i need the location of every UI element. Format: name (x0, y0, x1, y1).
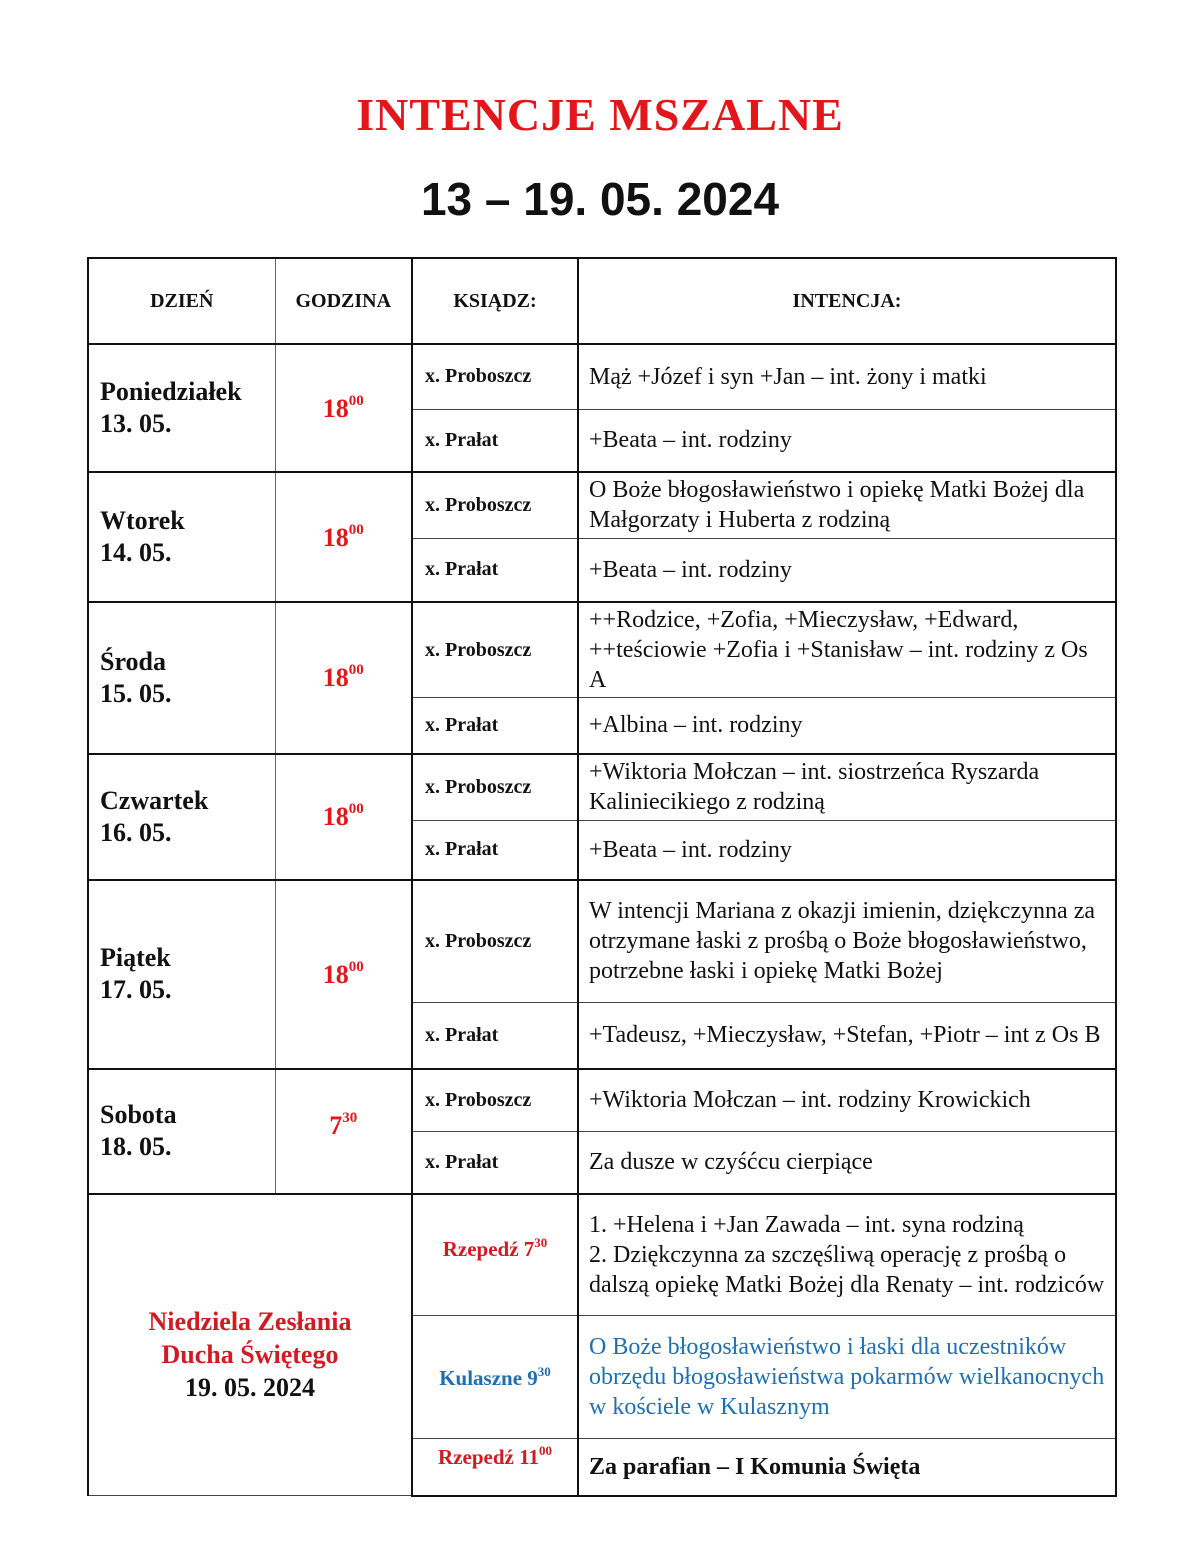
header-intention: INTENCJA: (578, 258, 1116, 344)
day-name: Piątek (100, 943, 171, 972)
header-priest: KSIĄDZ: (412, 258, 578, 344)
hour: 18 (322, 663, 349, 693)
mass-schedule-table (87, 257, 1117, 1497)
intention-cell (578, 1194, 1116, 1316)
header-hour: GODZINA (275, 258, 412, 344)
day-cell (88, 1069, 275, 1194)
day-name: Wtorek (100, 506, 185, 535)
day-name: Środa (100, 646, 166, 676)
mass-minutes: 30 (534, 1234, 548, 1250)
minutes: 00 (348, 662, 364, 679)
intention-cell: Za dusze w czyśćcu cierpiące (578, 1132, 1116, 1194)
table-row (88, 1194, 1116, 1316)
day-name: Czwartek (100, 785, 209, 815)
intention-cell: +Beata – int. rodziny (578, 538, 1116, 602)
table-row (88, 472, 1116, 538)
intention-cell: ++Rodzice, +Zofia, +Mieczysław, +Edward, ++teściowie +Zofia i +Stanisław – int. rodziny z Os A (578, 602, 1116, 698)
hour-cell (275, 472, 412, 602)
intention-line: 2. Dziękczynna za szczęśliwą operację z prośbą o dalszą opiekę Matki Bożej dla Renaty – int. rodziców (589, 1241, 1105, 1298)
sunday-cell (88, 1194, 412, 1496)
intention-cell: O Boże błogosławieństwo i łaski dla uczestników obrzędu błogosławieństwa pokarmów wielkanocnych w kościele w Kulasznym (578, 1316, 1116, 1439)
intention-cell: O Boże błogosławieństwo i opiekę Matki Bożej dla Małgorzaty i Huberta z rodziną (578, 472, 1116, 538)
hour: 18 (322, 959, 349, 989)
table-row (88, 880, 1116, 1003)
mass-place-cell (412, 1439, 578, 1496)
day-date: 13. 05. (100, 409, 172, 438)
header-day: DZIEŃ (88, 258, 275, 344)
table-row (88, 344, 1116, 409)
priest-cell: x. Proboszcz (412, 344, 578, 409)
hour: 18 (322, 802, 349, 831)
mass-minutes: 00 (538, 1443, 552, 1458)
day-date: 17. 05. (100, 975, 172, 1004)
mass-hour: 9 (527, 1365, 538, 1390)
intention-cell: W intencji Mariana z okazji imienin, dziękczynna za otrzymane łaski z prośbą o Boże błogosławieństwo, potrzebne łaski i opiekę Matki Bożej (578, 880, 1116, 1003)
sunday-name-line2: Ducha Świętego (161, 1339, 339, 1369)
priest-cell: x. Proboszcz (412, 754, 578, 821)
table-row (88, 754, 1116, 821)
hour-cell (275, 1069, 412, 1194)
minutes: 00 (348, 801, 364, 817)
minutes: 00 (348, 521, 364, 538)
mass-place: Rzepedź (442, 1236, 519, 1261)
intention-cell: Mąż +Józef i syn +Jan – int. żony i matki (578, 344, 1116, 409)
priest-cell: x. Proboszcz (412, 472, 578, 538)
day-date: 14. 05. (100, 538, 172, 567)
day-name: Poniedziałek (100, 377, 242, 406)
minutes: 00 (348, 958, 364, 975)
intention-cell: Za parafian – I Komunia Święta (578, 1439, 1116, 1496)
mass-hour: 7 (523, 1236, 535, 1261)
intention-cell: +Wiktoria Mołczan – int. rodziny Krowickich (578, 1069, 1116, 1132)
priest-cell: x. Proboszcz (412, 880, 578, 1003)
day-date: 18. 05. (100, 1132, 172, 1161)
day-date: 16. 05. (100, 817, 172, 847)
priest-cell: x. Proboszcz (412, 602, 578, 698)
minutes: 00 (348, 392, 364, 409)
page-title: INTENCJE MSZALNE (356, 89, 844, 140)
intention-cell: +Albina – int. rodziny (578, 698, 1116, 754)
mass-place-cell (412, 1194, 578, 1316)
mass-place: Rzepedź (438, 1445, 514, 1469)
sunday-date: 19. 05. 2024 (185, 1372, 315, 1402)
hour-cell (275, 344, 412, 472)
minutes: 30 (342, 1109, 358, 1126)
priest-cell: x. Prałat (412, 538, 578, 602)
day-name: Sobota (100, 1100, 177, 1129)
hour: 18 (322, 522, 349, 552)
intention-cell: +Beata – int. rodziny (578, 821, 1116, 880)
hour-cell (275, 880, 412, 1069)
table-row (88, 602, 1116, 698)
mass-hour: 11 (519, 1445, 539, 1469)
intention-cell: +Beata – int. rodziny (578, 409, 1116, 472)
date-range: 13 – 19. 05. 2024 (420, 173, 780, 225)
priest-cell: x. Prałat (412, 1132, 578, 1194)
priest-cell: x. Proboszcz (412, 1069, 578, 1132)
hour: 18 (322, 393, 349, 423)
hour-cell (275, 754, 412, 880)
intention-cell: +Wiktoria Mołczan – int. siostrzeńca Ryszarda Kaliniecikiego z rodziną (578, 754, 1116, 821)
day-cell (88, 754, 275, 880)
sunday-name-line1: Niedziela Zesłania (148, 1306, 352, 1336)
priest-cell: x. Prałat (412, 698, 578, 754)
intention-line: 1. +Helena i +Jan Zawada – int. syna rodziną (589, 1211, 1024, 1238)
mass-place-cell (412, 1316, 578, 1439)
mass-place: Kulaszne (439, 1365, 523, 1390)
priest-cell: x. Prałat (412, 409, 578, 472)
intention-cell: +Tadeusz, +Mieczysław, +Stefan, +Piotr – int z Os B (578, 1003, 1116, 1069)
day-cell (88, 344, 275, 472)
day-date: 15. 05. (100, 678, 172, 708)
day-cell (88, 880, 275, 1069)
hour: 7 (329, 1110, 343, 1140)
priest-cell: x. Prałat (412, 1003, 578, 1069)
day-cell (88, 472, 275, 602)
table-header-row (88, 258, 1116, 344)
table-row (88, 1069, 1116, 1132)
mass-minutes: 30 (537, 1363, 551, 1379)
hour-cell (275, 602, 412, 754)
day-cell (88, 602, 275, 754)
priest-cell: x. Prałat (412, 821, 578, 880)
